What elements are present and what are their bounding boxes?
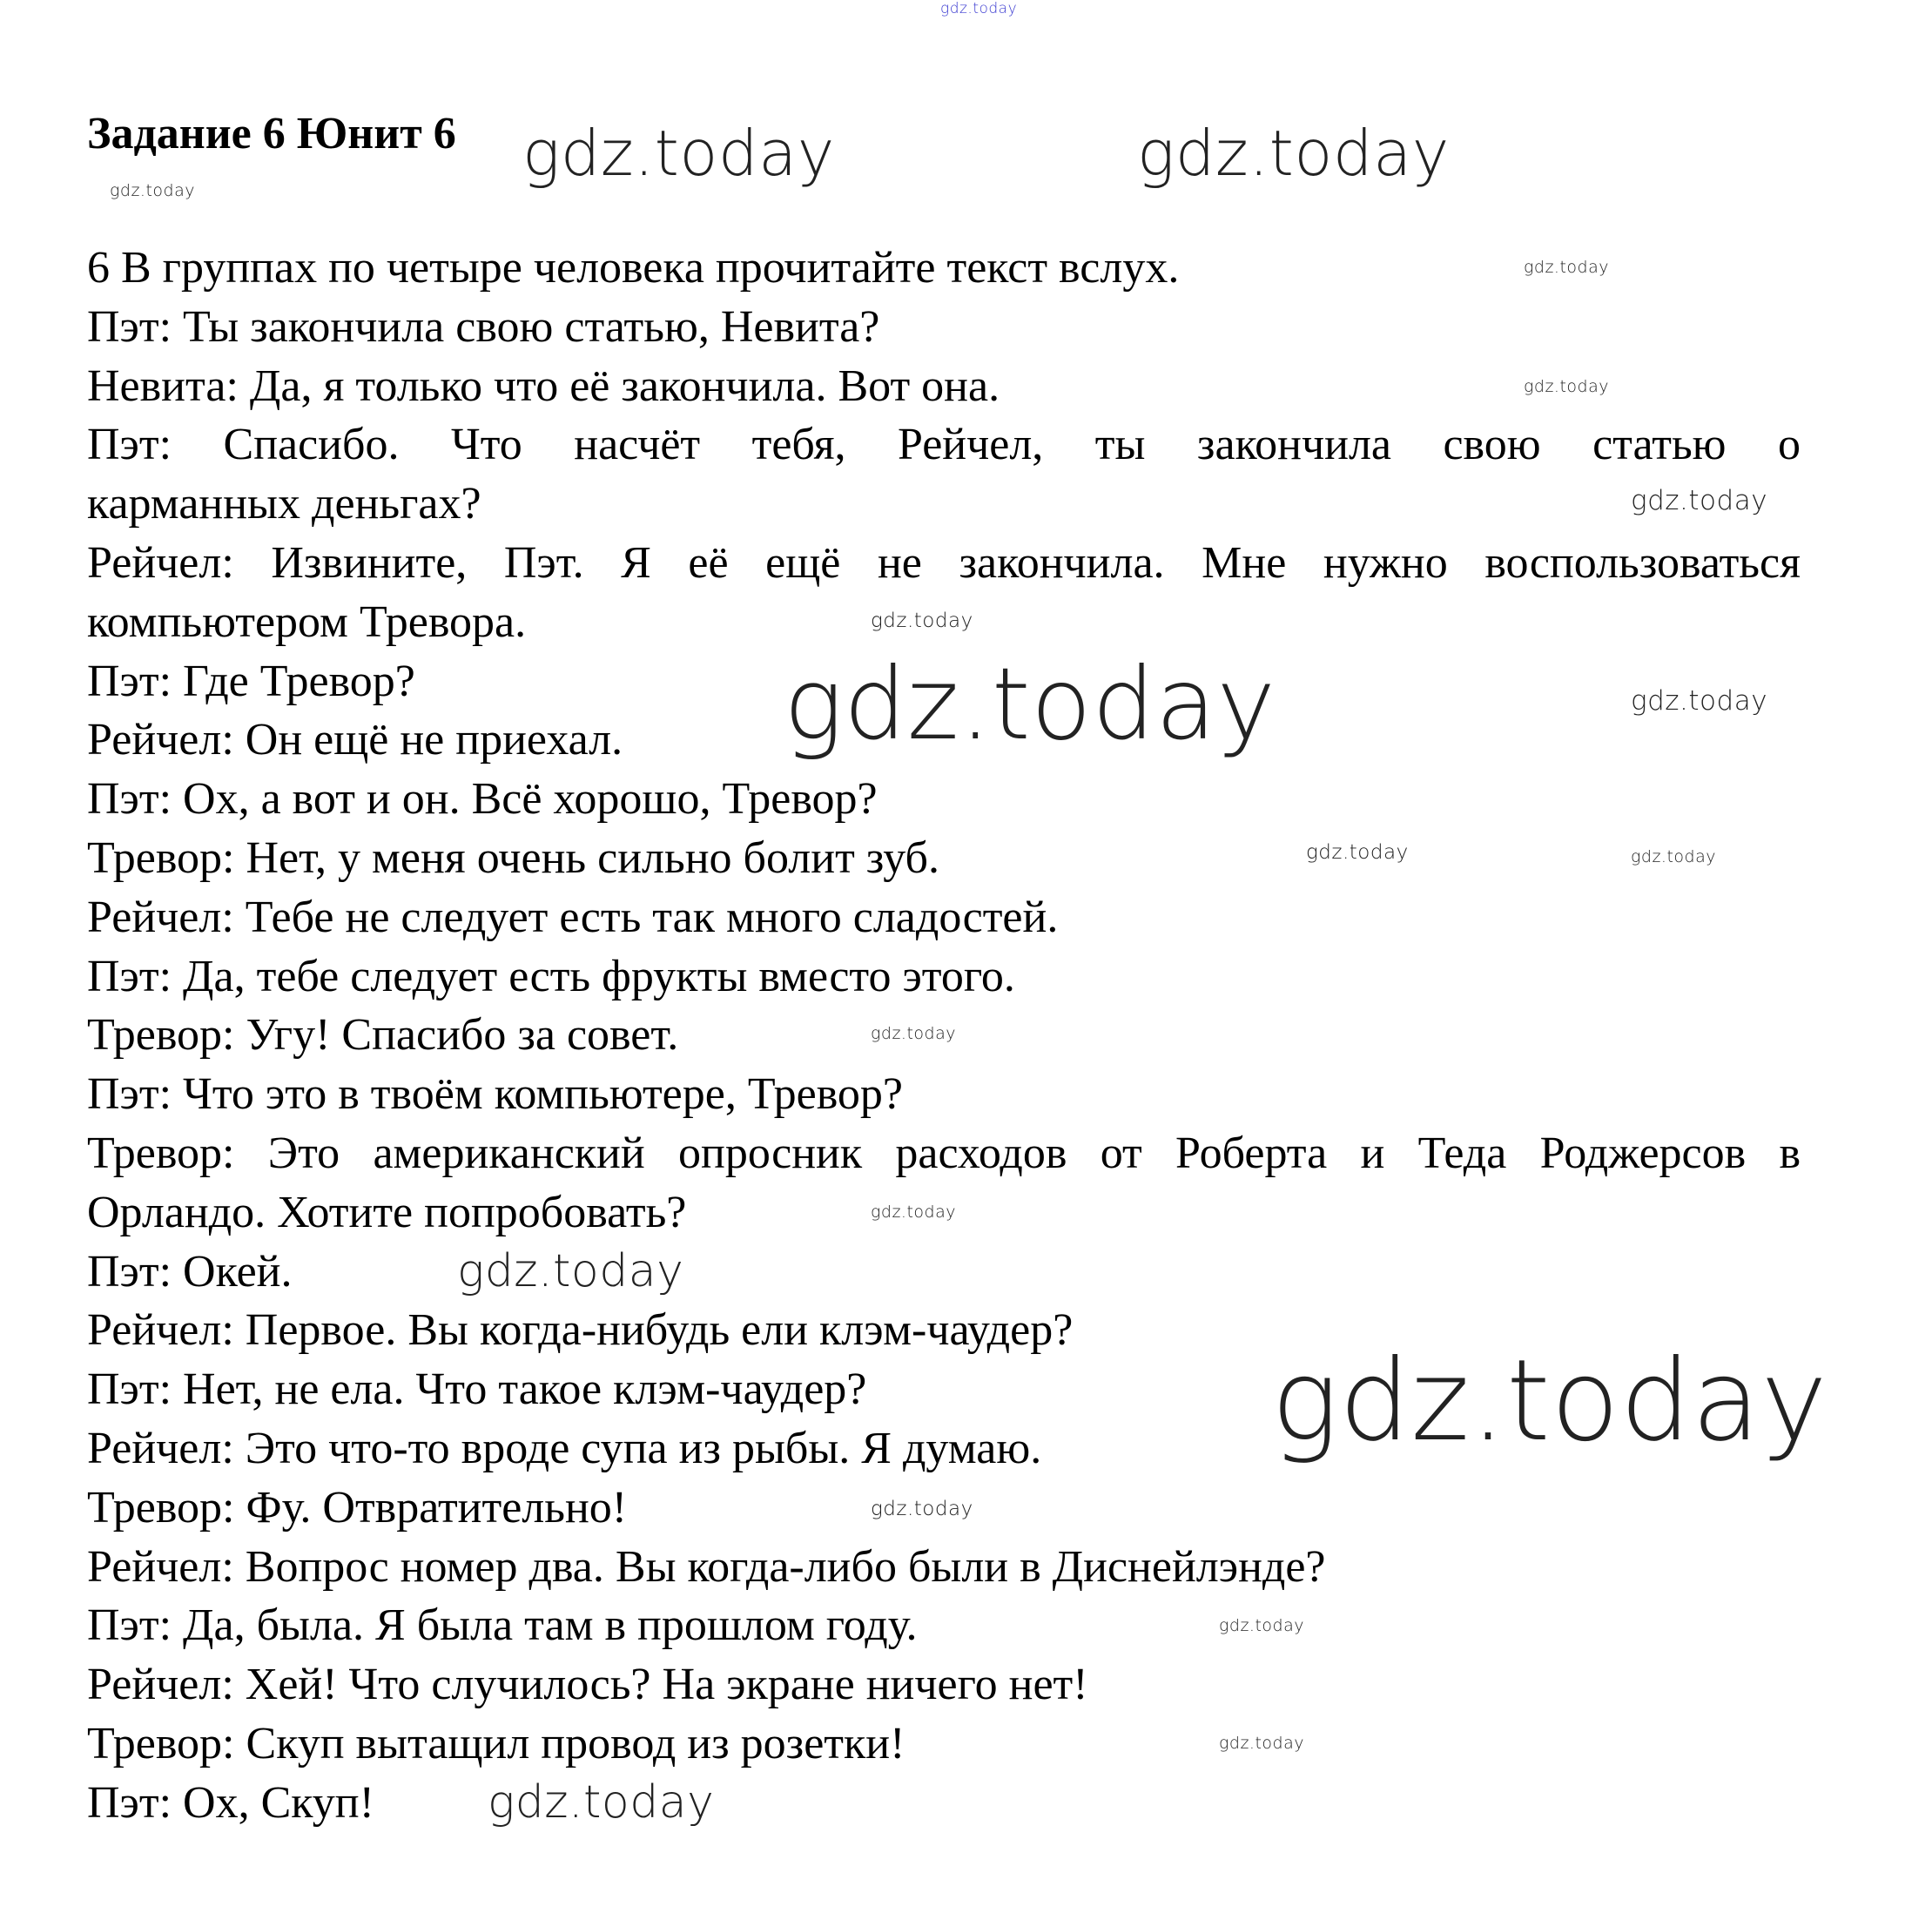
page-title: Задание 6 Юнит 6 — [87, 109, 456, 158]
watermark: gdz.today — [871, 1024, 956, 1043]
watermark: gdz.today — [871, 610, 973, 632]
dialogue-line: Тревор: Нет, у меня очень сильно болит зуб. — [87, 832, 940, 883]
dialogue-line: Пэт: Ох, а вот и он. Всё хорошо, Тревор? — [87, 774, 878, 825]
dialogue-line: Рейчел: Извините, Пэт. Я её ещё не закончила. Мне нужно воспользоваться — [87, 537, 1801, 588]
watermark: gdz.today — [1219, 1734, 1304, 1753]
dialogue-line: компьютером Тревора. — [87, 596, 527, 647]
dialogue-line: Рейчел: Это что-то вроде супа из рыбы. Я думаю. — [87, 1423, 1042, 1473]
task-instruction: 6 В группах по четыре человека прочитайте текст вслух. — [87, 243, 1180, 293]
dialogue-line: Орландо. Хотите попробовать? — [87, 1187, 687, 1237]
watermark: gdz.today — [1137, 117, 1450, 190]
watermark: gdz.today — [1271, 1336, 1828, 1466]
dialogue-line: Пэт: Окей. — [87, 1246, 293, 1297]
dialogue-line: Тревор: Угу! Спасибо за совет. — [87, 1010, 679, 1061]
dialogue-line: Пэт: Ох, Скуп! — [87, 1777, 374, 1828]
dialogue-line: Пэт: Спасибо. Что насчёт тебя, Рейчел, ты закончила свою статью о — [87, 420, 1801, 470]
watermark: gdz.today — [1631, 685, 1768, 717]
watermark: gdz.today — [522, 117, 835, 190]
watermark: gdz.today — [1306, 841, 1409, 864]
dialogue-line: Рейчел: Хей! Что случилось? На экране ничего нет! — [87, 1660, 1088, 1710]
watermark: gdz.today — [488, 1776, 715, 1829]
dialogue-line: Пэт: Да, была. Я была там в прошлом году. — [87, 1600, 918, 1651]
watermark: gdz.today — [457, 1245, 684, 1297]
watermark: gdz.today — [784, 646, 1276, 762]
dialogue-line: Тревор: Фу. Отвратительно! — [87, 1482, 628, 1533]
dialogue-line: карманных деньгах? — [87, 479, 481, 529]
dialogue-line: Пэт: Где Тревор? — [87, 656, 415, 706]
dialogue-line: Рейчел: Тебе не следует есть так много сладостей. — [87, 892, 1059, 942]
watermark: gdz.today — [1631, 485, 1768, 516]
watermark: gdz.today — [1524, 258, 1609, 277]
dialogue-line: Пэт: Ты закончила свою статью, Невита? — [87, 301, 880, 352]
watermark: gdz.today — [110, 181, 195, 200]
dialogue-line: Тревор: Скуп вытащил провод из розетки! — [87, 1718, 905, 1768]
watermark: gdz.today — [940, 0, 1018, 17]
dialogue-line: Пэт: Что это в твоём компьютере, Тревор? — [87, 1069, 903, 1120]
watermark: gdz.today — [871, 1203, 956, 1222]
dialogue-line: Пэт: Да, тебе следует есть фрукты вместо этого. — [87, 951, 1015, 1001]
watermark: gdz.today — [1524, 377, 1609, 396]
dialogue-line: Тревор: Это американский опросник расходов от Роберта и Теда Роджерсов в — [87, 1128, 1801, 1178]
watermark: gdz.today — [871, 1498, 973, 1520]
watermark: gdz.today — [1219, 1616, 1304, 1635]
dialogue-line: Рейчел: Он ещё не приехал. — [87, 715, 623, 765]
dialogue-line: Рейчел: Первое. Вы когда-нибудь ели клэм-чаудер? — [87, 1305, 1074, 1356]
dialogue-line: Невита: Да, я только что её закончила. Вот она. — [87, 360, 1000, 411]
watermark: gdz.today — [1631, 847, 1716, 866]
dialogue-line: Рейчел: Вопрос номер два. Вы когда-либо были в Диснейлэнде? — [87, 1541, 1326, 1592]
dialogue-line: Пэт: Нет, не ела. Что такое клэм-чаудер? — [87, 1364, 867, 1415]
